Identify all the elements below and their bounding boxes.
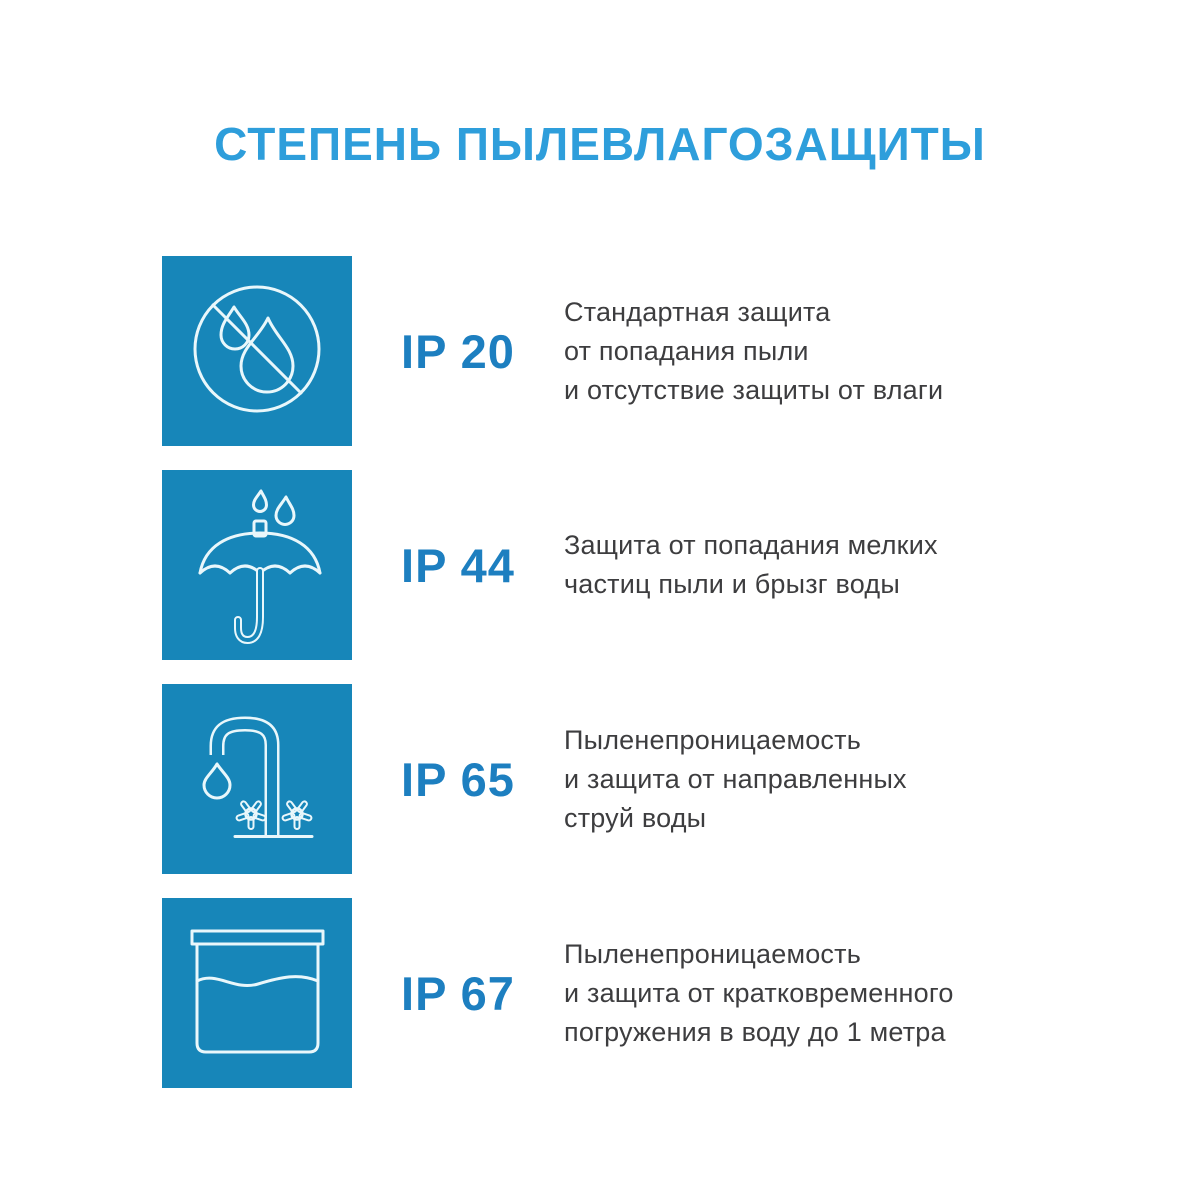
- description-line: и отсутствие защиты от влаги: [564, 374, 944, 405]
- ip65-tile: [162, 684, 352, 874]
- description-line: Стандартная защита: [564, 296, 831, 327]
- no-water-drops-icon: [162, 256, 352, 446]
- ip65-description: [564, 721, 907, 838]
- faucet-water-jet-icon: [162, 684, 352, 874]
- description-line: и защита от кратковременного: [564, 977, 954, 1008]
- ip67-rating-label: IP 67: [401, 966, 515, 1020]
- ip44-rating-label: IP 44: [401, 538, 515, 592]
- description-line: погружения в воду до 1 метра: [564, 1016, 946, 1047]
- ip-rows: [0, 256, 1200, 1088]
- description-line: Пыленепроницаемость: [564, 724, 861, 755]
- umbrella-rain-icon: [162, 470, 352, 660]
- description-line: от попадания пыли: [564, 335, 809, 366]
- ip44-description: [564, 526, 938, 604]
- ip67-description: [564, 935, 954, 1052]
- ip65-row: [162, 684, 1200, 874]
- ip20-row: [162, 256, 1200, 446]
- ip20-tile: [162, 256, 352, 446]
- description-line: и защита от направленных: [564, 763, 907, 794]
- description-line: Защита от попадания мелких: [564, 530, 938, 560]
- ip65-rating-label: IP 65: [401, 752, 515, 806]
- ip67-row: [162, 898, 1200, 1088]
- page-title: СТЕПЕНЬ ПЫЛЕВЛАГОЗАЩИТЫ: [214, 118, 986, 170]
- ip20-description: [564, 293, 943, 410]
- ip44-tile: [162, 470, 352, 660]
- water-immersion-tank-icon: [162, 898, 352, 1088]
- ip20-rating-label: IP 20: [401, 324, 515, 378]
- description-line: струй воды: [564, 802, 707, 833]
- ip67-tile: [162, 898, 352, 1088]
- description-line: Пыленепроницаемость: [564, 938, 861, 969]
- description-line: частиц пыли и брызг воды: [564, 569, 900, 599]
- ip44-row: [162, 470, 1200, 660]
